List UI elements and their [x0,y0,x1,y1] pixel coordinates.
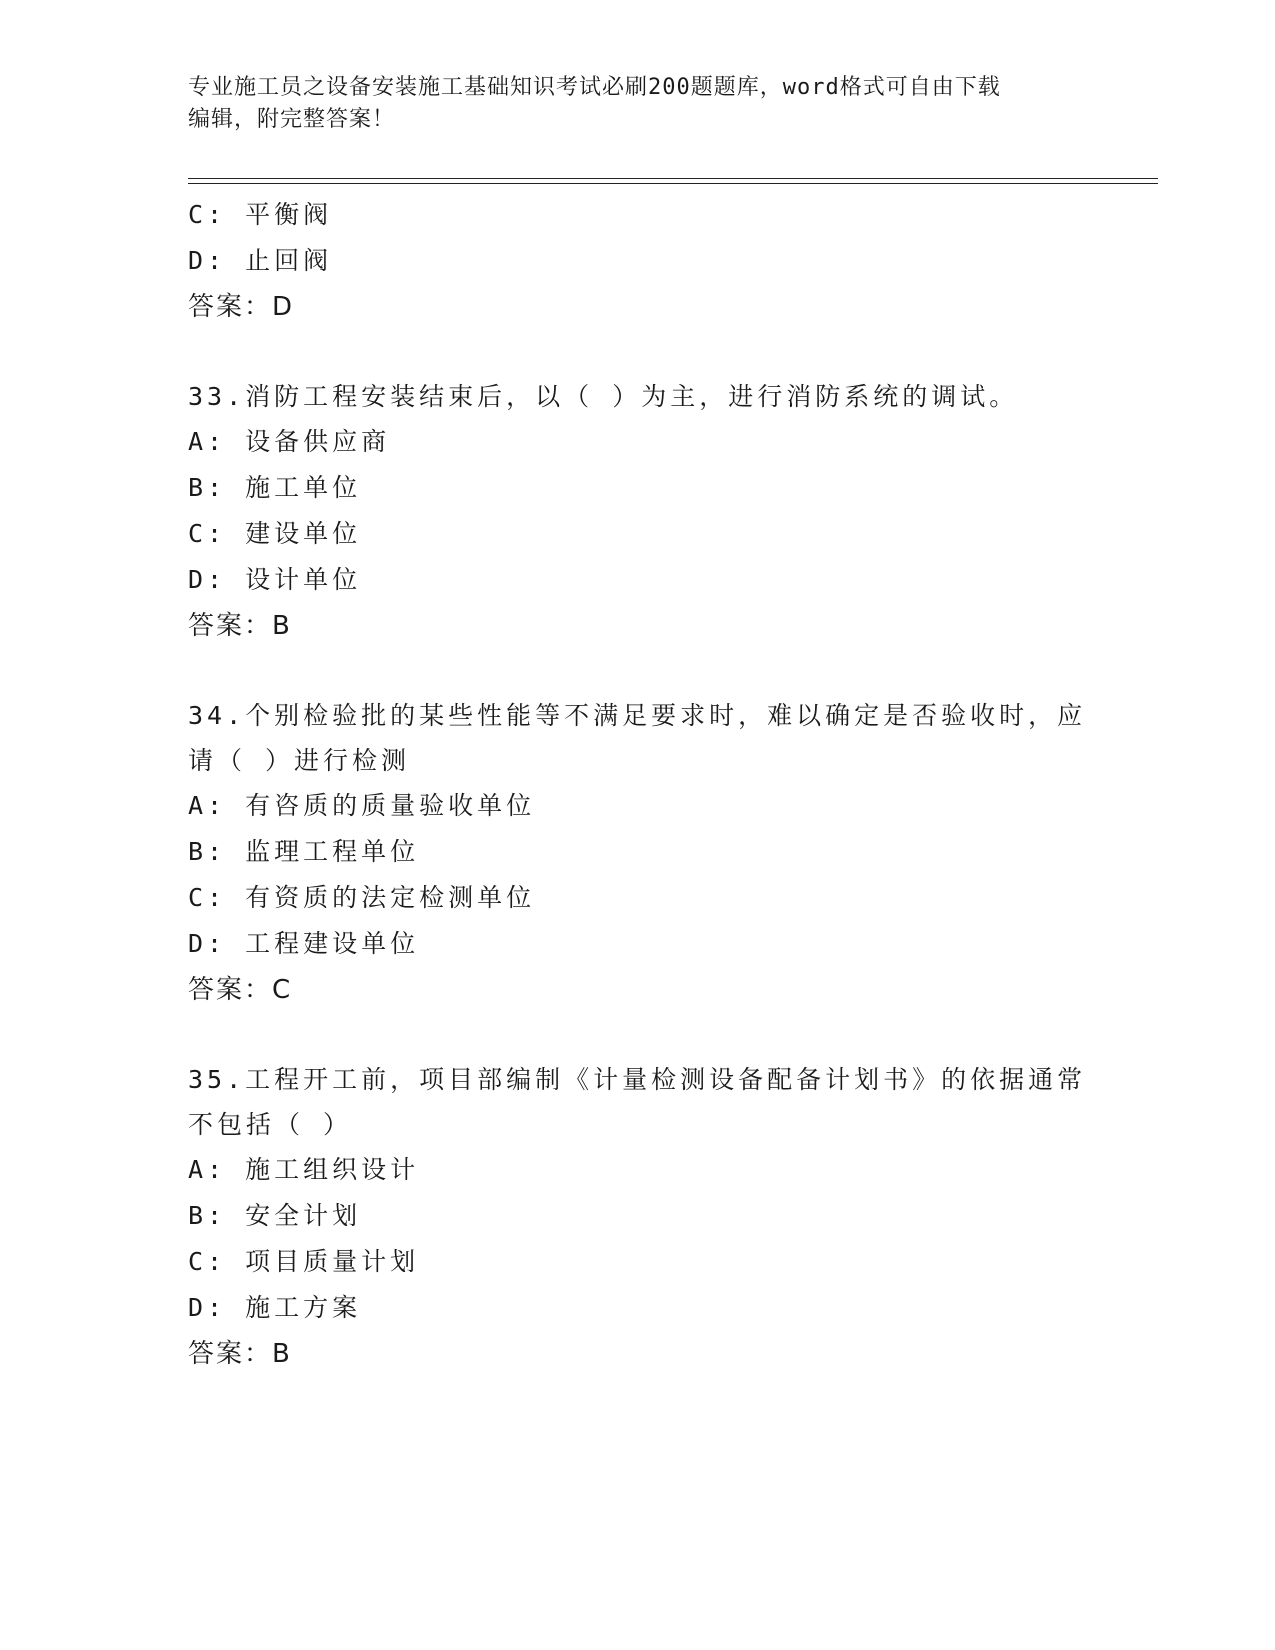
option-a: A: 设备供应商 [188,427,391,456]
header-rule-bottom [188,183,1158,184]
option-a: A: 有咨质的质量验收单位 [188,791,536,820]
question-text: 35.工程开工前，项目部编制《计量检测设备配备计划书》的依据通常 [188,1065,1087,1094]
header-title-line-1: 专业施工员之设备安装施工基础知识考试必刷200题题库，word格式可自由下载 [188,75,1001,100]
option-d: D: 施工方案 [188,1293,362,1322]
header-title-line-2: 编辑，附完整答案！ [188,107,396,132]
option-c: C: 平衡阀 [188,200,333,229]
question-text-continued: 不包括（ ） [188,1110,353,1139]
option-b: B: 监理工程单位 [188,837,420,866]
prev-question-block [188,192,1088,330]
option-b: B: 安全计划 [188,1201,362,1230]
header-rule-top [188,178,1158,179]
answer-line: 答案：B [188,1339,292,1369]
question-text-continued: 请（ ）进行检测 [188,746,411,775]
option-d: D: 止回阀 [188,246,333,275]
option-c: C: 项目质量计划 [188,1247,420,1276]
option-a: A: 施工组织设计 [188,1155,420,1184]
answer-line: 答案：B [188,611,292,641]
option-d: D: 工程建设单位 [188,929,420,958]
question-33 [188,374,1088,649]
option-c: C: 建设单位 [188,519,362,548]
option-c: C: 有资质的法定检测单位 [188,883,536,912]
question-text: 34.个别检验批的某些性能等不满足要求时，难以确定是否验收时，应 [188,701,1087,730]
option-d: D: 设计单位 [188,565,362,594]
question-34 [188,693,1088,1013]
answer-line: 答案：D [188,292,295,322]
question-text: 33.消防工程安装结束后，以（ ）为主，进行消防系统的调试。 [188,382,1019,411]
question-35 [188,1057,1088,1377]
document-header [188,72,1088,136]
answer-line: 答案：C [188,975,293,1005]
question-content [188,192,1088,1377]
option-b: B: 施工单位 [188,473,362,502]
